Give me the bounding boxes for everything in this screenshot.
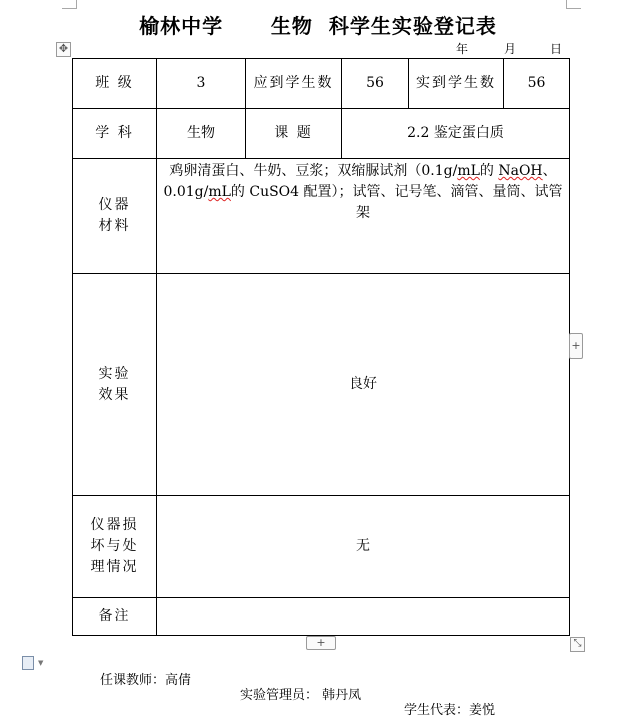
- move-arrows-icon[interactable]: ✥: [56, 42, 71, 57]
- table-row: [73, 109, 570, 159]
- page-corner-mark-right: [566, 0, 581, 9]
- teacher-signature: 任课教师：高倩: [100, 673, 192, 688]
- materials-text-2: 的: [479, 163, 494, 179]
- table-row: [73, 598, 570, 636]
- chevron-down-icon[interactable]: ▼: [38, 659, 44, 667]
- topic-value[interactable]: 2.2 鉴定蛋白质: [342, 109, 570, 159]
- date-day: 日: [550, 42, 563, 56]
- damage-value[interactable]: 无: [157, 496, 570, 598]
- expected-students-label: 应到学生数: [246, 59, 342, 109]
- table-row: [73, 59, 570, 109]
- student-rep-signature: 学生代表：姜悦: [404, 703, 496, 718]
- class-label: 班 级: [73, 59, 157, 109]
- materials-text-3: 、0.01g/: [163, 163, 557, 200]
- page-corner-mark-left: [62, 0, 77, 9]
- document-title: 榆林中学 生物 科学生实验登记表: [139, 14, 497, 38]
- subject-value[interactable]: 生物: [157, 109, 246, 159]
- registration-table: [72, 58, 570, 636]
- notes-label: 备注: [73, 598, 157, 636]
- add-column-plus-icon[interactable]: +: [306, 636, 336, 650]
- damage-label: 仪器损坏与处理情况: [73, 496, 157, 598]
- date-year: 年: [456, 42, 469, 56]
- actual-students-label: 实到学生数: [409, 59, 504, 109]
- materials-label: 仪器材料: [73, 159, 157, 274]
- materials-unit-2: mL: [208, 184, 231, 200]
- lab-admin-signature: 实验管理员： 韩丹凤: [240, 688, 362, 703]
- topic-label: 课 题: [246, 109, 342, 159]
- table-row: [73, 159, 570, 274]
- notes-value[interactable]: [157, 598, 570, 636]
- materials-value[interactable]: [157, 159, 570, 274]
- materials-text-1: 鸡卵清蛋白、牛奶、豆浆；双缩脲试剂（0.1g/: [169, 163, 458, 179]
- table-row: [73, 496, 570, 598]
- materials-unit-1: mL: [457, 163, 480, 179]
- materials-naoh: NaOH: [498, 163, 543, 179]
- document-icon[interactable]: [22, 656, 34, 670]
- signature-line: [100, 654, 496, 718]
- result-label: 实验效果: [73, 274, 157, 496]
- materials-text-4: 的 CuSO4 配置）；试管、记号笔、滴管、量筒、试管架: [230, 184, 563, 221]
- date-month: 月: [504, 42, 517, 56]
- resize-diagonal-icon[interactable]: ⤡: [570, 637, 585, 652]
- class-value[interactable]: 3: [157, 59, 246, 109]
- table-row: [73, 274, 570, 496]
- actual-students-value[interactable]: 56: [504, 59, 570, 109]
- expected-students-value[interactable]: 56: [342, 59, 409, 109]
- result-value[interactable]: 良好: [157, 274, 570, 496]
- add-row-plus-icon[interactable]: +: [569, 333, 583, 359]
- subject-label: 学 科: [73, 109, 157, 159]
